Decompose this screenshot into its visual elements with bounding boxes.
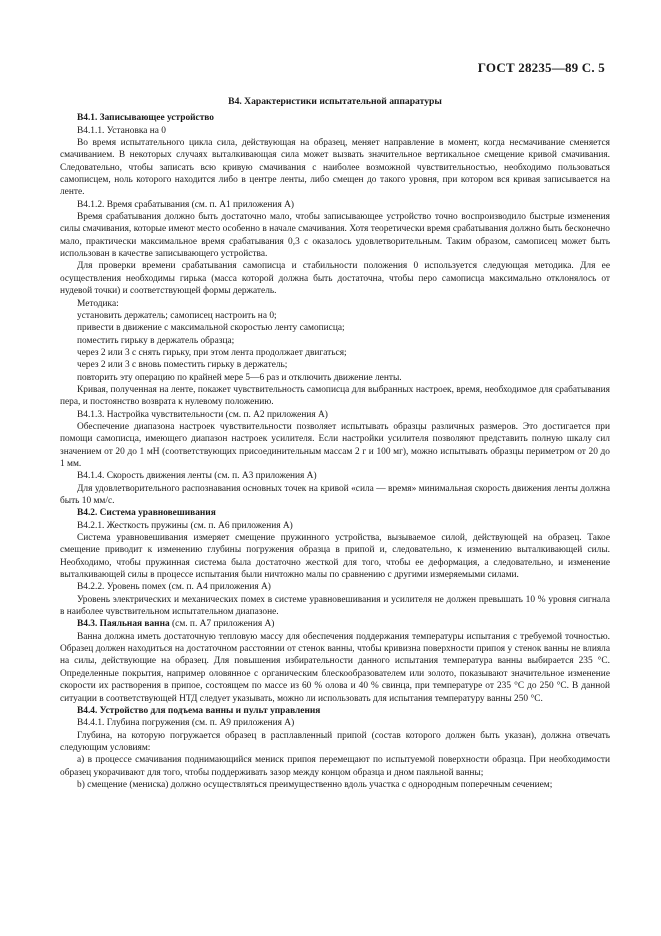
subsection-heading-title: В4.3. Паяльная ванна (77, 619, 170, 630)
list-item: привести в движение с максимальной скоростью ленту самописца; (77, 323, 345, 334)
paragraph: Кривая, полученная на ленте, покажет чувствительность самописца для выбранных настроек, время, необходимое для срабатывания пера, и постоянство возврата к нулевому положению. (60, 384, 610, 408)
subsection-heading: В4.1. Записывающее устройство (77, 113, 214, 124)
page-body (60, 96, 610, 791)
subsection-heading-ref: (см. п. А7 приложения А) (169, 619, 275, 630)
paragraph: Обеспечение диапазона настроек чувствительности позволяет испытывать образцы различных размеров. Это достигается при помощи самописца, имеющего диапазон настроек усилителя. Если настройки усилителя позволяют представить полную шкалу сил значением от 20 до 1 мН (соответствующих присоединительным массам 2 г и 100 мг), можно испытывать образцы периметром от 20 до 1 мм. (60, 421, 610, 469)
paragraph: Глубина, на которую погружается образец в расплавленный припой (состав которого должен быть указан), должна отвечать следующим условиям: (60, 730, 610, 753)
clause-heading: В4.1.1. Установка на 0 (77, 125, 166, 136)
subsection-heading: В4.4. Устройство для подъема ванны и пульт управления (77, 705, 321, 716)
list-item: через 2 или 3 с снять гирьку, при этом лента продолжает двигаться; (77, 347, 347, 358)
section-title: В4. Характеристики испытательной аппаратуры (228, 96, 442, 107)
list-item: через 2 или 3 с вновь поместить гирьку в держатель; (77, 360, 288, 371)
clause-heading: В4.1.4. Скорость движения ленты (см. п. А3 приложения А) (77, 471, 317, 482)
paragraph: Система уравновешивания измеряет смещение пружинного устройства, вызываемое силой, действующей на образец. Такое смещение приводит к изменению глубины погружения образца в припой и, следовательно, к изменению выталкивающей силы. Необходимо, чтобы пружинная система была достаточно жесткой для того, чтобы ее деформация, а следовательно, и изменение выталкивающей силы в процессе испытания были ничтожно малы по сравнению с другими измеряемыми силами. (60, 533, 610, 581)
paragraph: Уровень электрических и механических помех в системе уравновешивания и усилителя не должен превышать 10 % уровня сигнала в наиболее чувствительном испытательном диапазоне. (60, 594, 610, 618)
clause-heading: В4.1.2. Время срабатывания (см. п. А1 приложения А) (77, 199, 294, 210)
paragraph: Во время испытательного цикла сила, действующая на образец, меняет направление в момент, когда несмачивание сменяется смачиванием. В некоторых случаях выталкивающая сила может вызвать значительное вертикальное смещение кривой смачивания. Следовательно, чтобы записать всю кривую смачивания с наиболее возможной чувствительностью, необходимо пользоваться самописцем, ноль которого находится либо в центре ленты, либо смещен до такого уровня, при котором вся кривая записывается на ленте. (60, 138, 610, 198)
paragraph: Время срабатывания должно быть достаточно мало, чтобы записывающее устройство точно воспроизводило быстрые изменения силы смачивания, которые имеют место особенно в начале смачивания. Хотя теоретически время срабатывания должно быть бесконечно мало, практически максимальное время срабатывания 0,3 с оказалось удовлетворительным. Таким образом, самописец может быть использован в качестве записывающего устройства. (60, 212, 610, 260)
clause-heading: В4.4.1. Глубина погружения (см. п. А9 приложения А) (77, 718, 295, 729)
list-item: повторить эту операцию по крайней мере 5—6 раз и отключить движение ленты. (77, 372, 402, 383)
paragraph: Для удовлетворительного распознавания основных точек на кривой «сила — время» минимальная скорость движения ленты должна быть 10 мм/с. (60, 483, 610, 506)
clause-heading: В4.2.2. Уровень помех (см. п. А4 приложения А) (77, 582, 271, 593)
paragraph: Ванна должна иметь достаточную тепловую массу для обеспечения поддержания температуры испытания с требуемой точностью. Образец должен находиться на достаточном расстоянии от стенок ванны, чтобы кривизна поверхности припоя у стенок ванны не влияла на силы, действующие на образец. Для повышения избирательности данного испытания температура ванны выбирается 235 °С. Определенные покрытия, например оловянное с органическим блескообразователем или золото, показывают значительное изменение скорости их растворения в припое, состоящем по массе из 60 % олова и 40 % свинца, при температуре от 235 °С до 250 °С. В данной ситуации в соответствующей НТД следует указывать, можно ли использовать для испытания температуру ванны 250 °С. (60, 631, 610, 704)
list-item: а) в процессе смачивания поднимающийся мениск припоя перемещают по испытуемой поверхности образца. При необходимости образец укорачивают для того, чтобы поддерживать зазор между концом образца и дном паяльной ванны; (60, 755, 610, 778)
paragraph: Для проверки времени срабатывания самописца и стабильности положения 0 используется следующая методика. Для ее осуществления необходимы гирька (масса которой должна быть достаточна, чтобы перо самописца максимально отклонялось от нудевой точки) и соответствующей формы держатель. (60, 261, 610, 297)
page-header: ГОСТ 28235—89 С. 5 (477, 60, 605, 75)
list-item: b) смещение (мениска) должно осуществляться преимущественно вдоль участка с однородным поперечным сечением; (77, 779, 553, 790)
subsection-heading (60, 618, 610, 630)
clause-heading: В4.2.1. Жесткость пружины (см. п. А6 приложения А) (77, 520, 293, 531)
paragraph: Методика: (77, 298, 119, 309)
list-item: поместить гирьку в держатель образца; (77, 335, 235, 346)
clause-heading: В4.1.3. Настройка чувствительности (см. п. А2 приложения А) (77, 409, 328, 420)
list-item: установить держатель; самописец настроить на 0; (77, 310, 277, 321)
subsection-heading: В4.2. Система уравновешивания (77, 508, 216, 519)
